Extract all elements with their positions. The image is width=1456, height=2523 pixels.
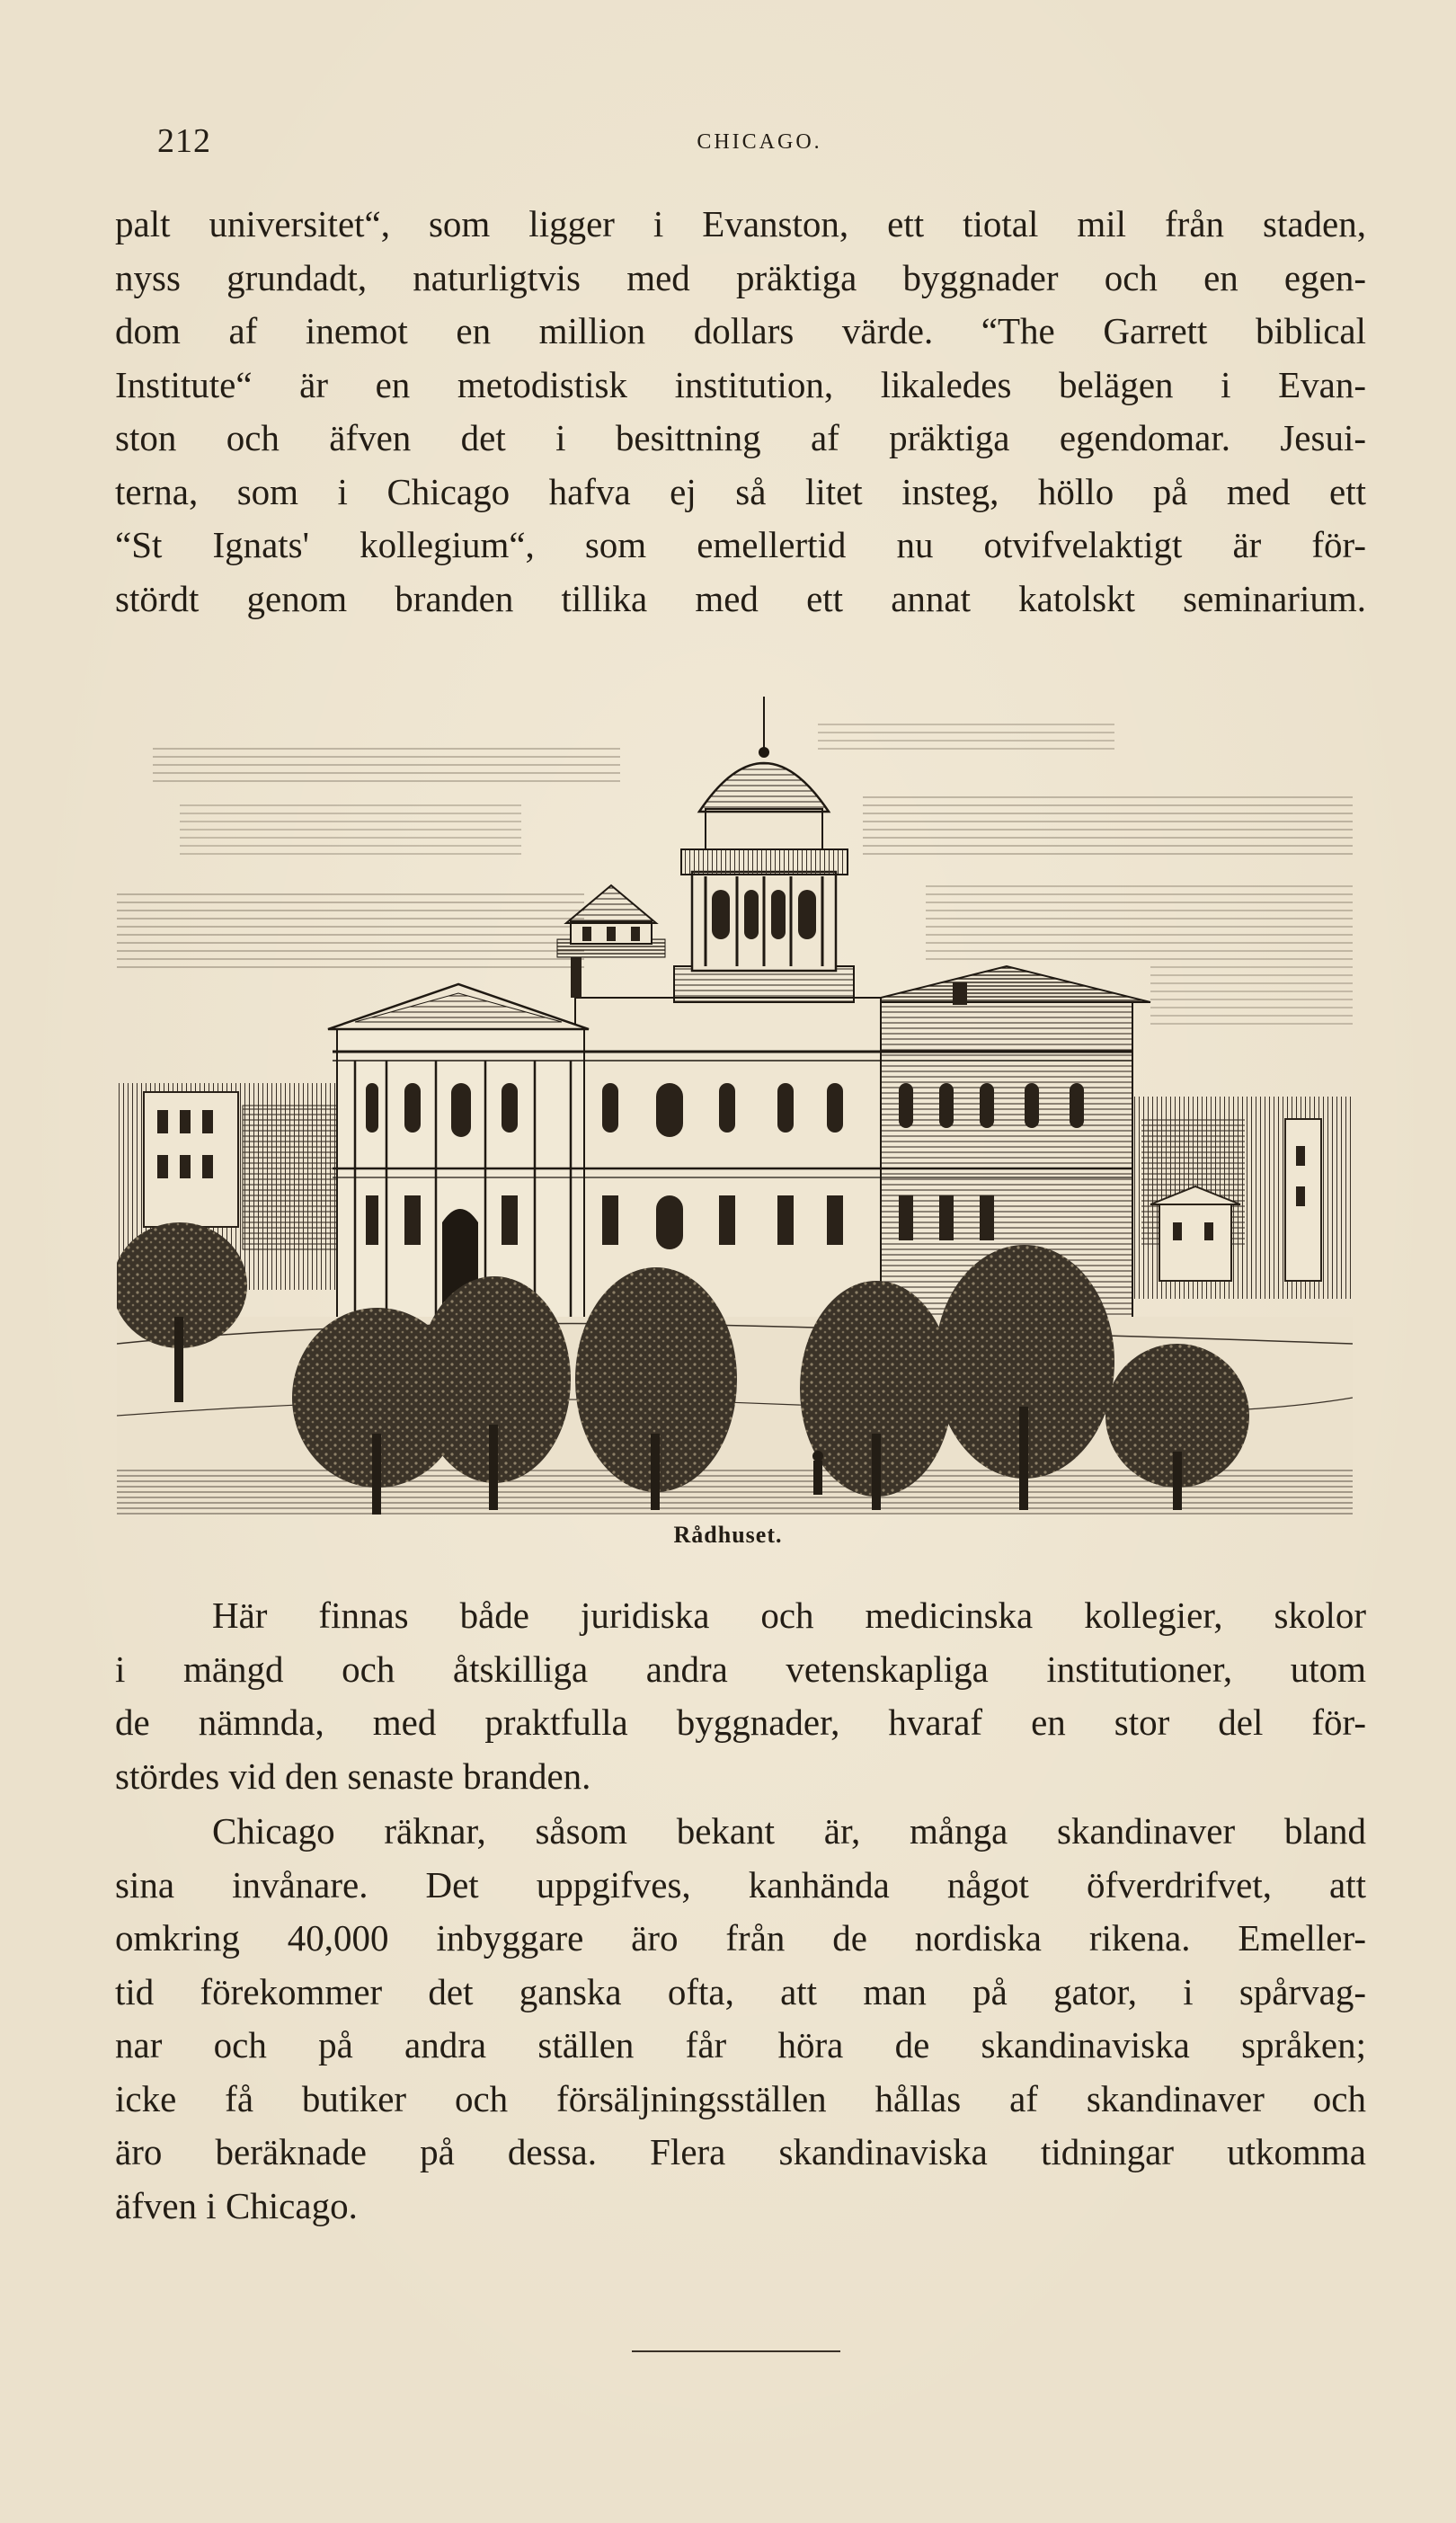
text-line: stördt genom branden tillika med ett annat katolskt seminarium.	[115, 577, 1366, 619]
text-line: äro beräknade på dessa. Flera skandinaviska tidningar utkomma	[115, 2131, 1366, 2172]
paragraph-1	[115, 198, 1366, 626]
paragraph-3	[115, 1805, 1366, 2233]
city-hall-building	[328, 697, 1150, 1335]
text-line: omkring 40,000 inbyggare äro från de nordiska rikena. Emeller-	[115, 1917, 1366, 1959]
text-line: tid förekommer det ganska ofta, att man på gator, i spårvag-	[115, 1970, 1366, 2012]
text-line: nyss grundadt, naturligtvis med präktiga byggnader och en egen-	[115, 256, 1366, 298]
text-line: Chicago räknar, såsom bekant är, många skandinaver bland	[212, 1810, 1366, 1852]
text-line: sina invånare. Det uppgifves, kanhända något öfverdrifvet, att	[115, 1863, 1366, 1906]
text-line: icke få butiker och försäljningsställen hållas af skandinaver och	[115, 2077, 1366, 2119]
text-line: de nämnda, med praktfulla byggnader, hvaraf en stor del för-	[115, 1701, 1366, 1743]
text-line: äfven i Chicago.	[115, 2184, 358, 2226]
text-line: ston och äfven det i besittning af präktiga egendomar. Jesui-	[115, 417, 1366, 458]
text-line: “St Ignats' kollegium“, som emellertid nu otvifvelaktigt är för-	[115, 524, 1366, 565]
paragraph-2	[115, 1589, 1366, 1803]
page-number: 212	[157, 122, 211, 160]
running-head	[157, 121, 1362, 166]
running-title: CHICAGO.	[697, 130, 822, 154]
text-line: i mängd och åtskilliga andra vetenskapliga institutioner, utom	[115, 1648, 1366, 1690]
text-line: Här finnas både juridiska och medicinska kollegier, skolor	[212, 1595, 1366, 1636]
text-line: palt universitet“, som ligger i Evanston, ett tiotal mil från staden,	[115, 203, 1366, 244]
city-hall-engraving	[117, 697, 1353, 1515]
figure-caption: Rådhuset.	[673, 1522, 783, 1548]
engraving-figure	[117, 697, 1353, 1515]
text-line: Institute“ är en metodistisk institution, likaledes belägen i Evan-	[115, 363, 1366, 405]
background-buildings-right	[1132, 1097, 1353, 1299]
text-line: stördes vid den senaste branden.	[115, 1755, 591, 1797]
end-rule	[632, 2350, 840, 2352]
text-line: dom af inemot en million dollars värde. “The Garrett biblical	[115, 310, 1366, 351]
text-line: nar och på andra ställen får höra de skandinaviska språken;	[115, 2024, 1366, 2065]
text-line: terna, som i Chicago hafva ej så litet insteg, höllo på med ett	[115, 470, 1366, 512]
